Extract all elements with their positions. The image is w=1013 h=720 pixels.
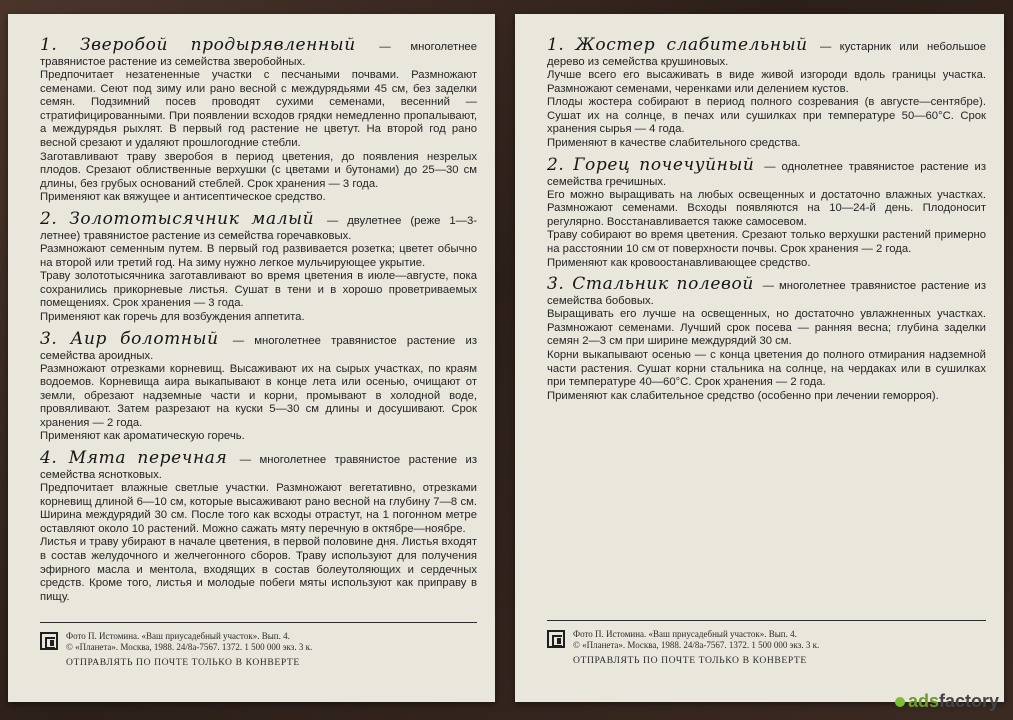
entry-buckthorn — [547, 35, 986, 151]
entry-intro: — двулетнее (реже 1—3-летнее) травянистое растение из семейства горечавковых. — [40, 214, 477, 242]
divider — [40, 622, 477, 623]
entry-title: 3. Аир болотный — [40, 328, 219, 349]
entry-title: 2. Золототысячник малый — [40, 208, 315, 229]
entry-restharrow — [547, 274, 987, 403]
entry-title: 2. Горец почечуйный — [547, 154, 755, 175]
right-card-content — [547, 35, 987, 410]
entry-paragraph: Лучше всего его высаживать в виде живой изгороди вдоль границы участка. Размножают семенами, черенками или делением кустов. — [547, 69, 986, 95]
entry-sweet-flag — [40, 328, 477, 445]
entry-intro: — многолетнее травянистое растение из семейства бобовых. — [547, 280, 987, 308]
watermark-dot-icon — [895, 697, 905, 707]
entry-paragraph: Заготавливают траву зверобоя в период цветения, до появления незрелых плодов. Срезают облиственные верхушки (с цветами и бутонами) до 25—30 см длины, без грубых оснований стеблей. Срок хранения — 3 года. — [40, 150, 477, 190]
entry-centaury — [40, 208, 477, 325]
entry-intro: — многолетнее травянистое растение из семейства яснотковых. — [40, 454, 478, 482]
entry-paragraph: Размножают отрезками корневищ. Высаживают их на сырых участках, по краям водоемов. Корневища аира выкапывают в конце лета или осенью, очищают от земли, обрезают надземные части и корни, промывают в холодной воде, провяливают. Затем разрезают на куски 5—30 см длины и досушивают. Срок хранения — 2 года. — [40, 362, 477, 429]
credit-line: Фото П. Истомина. «Ваш приусадебный участок». Вып. 4. — [66, 631, 290, 641]
entry-paragraph: Применяют как слабительное средство (особенно при лечении геморроя). — [547, 389, 939, 402]
watermark-ads: ads — [907, 691, 939, 711]
credit-line: © «Планета». Москва, 1988. 24/8а-7567. 1372. 1 500 000 экз. 3 к. — [66, 642, 313, 652]
entry-title: 3. Стальник полевой — [547, 274, 754, 295]
postcard-left — [8, 14, 495, 702]
entry-paragraph: Листья и траву убирают в начале цветения, в первой половине дня. Листья входят в состав желудочного и желчегонного сборов. Траву используют для получения эфирного масла и ментола, входящих в состав болеутоляющих и сердечных средств. Кроме того, листья и молодые побеги мяты используют как приправу в пищу. — [40, 536, 477, 603]
send-note: ОТПРАВЛЯТЬ ПО ПОЧТЕ ТОЛЬКО В КОНВЕРТЕ — [573, 655, 807, 666]
postcard-right — [515, 14, 1004, 702]
watermark-factory: factory — [938, 691, 999, 711]
entry-paragraph: Его можно выращивать на любых освещенных и достаточно влажных участках. Размножают семенами. Всходы появляются на 10—24-й день. Плодоносит регулярно. Восстанавливается также самосевом. — [547, 188, 986, 228]
entry-paragraph: Плоды жостера собирают в период полного созревания (в августе—сентябре). Сушат их на солнце, в печах или сушилках при температуре 50—60°С. Срок хранения сырья — 4 года. — [547, 96, 986, 136]
right-card-footer — [547, 620, 986, 666]
entry-intro: — кустарник или небольшое дерево из семейства крушиновых. — [547, 41, 986, 68]
entry-paragraph: Корни выкапывают осенью — с конца цветения до полного отмирания надземной части растения. Сушат корни стальника на солнце, на чердаках или в сушилках при температуре 40—60°С. Срок хранения — 2 года. — [547, 348, 986, 389]
entry-paragraph: Выращивать его лучше на освещенных, но достаточно увлажненных участках. Размножают семенами. Лучший срок посева — ранняя весна; глубина заделки семян 2—3 см при ширине междурядий 30 см. — [547, 308, 986, 348]
entry-intro: — многолетнее травянистое растение из семейства ароидных. — [40, 334, 477, 362]
entry-spotted-ladys-thumb — [547, 154, 987, 271]
entry-paragraph: Применяют как вяжущее и антисептическое средство. — [40, 191, 326, 204]
divider — [547, 620, 986, 621]
entry-intro: — многолетнее травянистое растение из семейства зверобойных. — [40, 41, 477, 68]
entry-paragraph: Размножают семенным путем. В первый год развивается розетка; цветет обычно на второй или третий год. На зиму нужно легкое мульчирующее укрытие. — [40, 242, 477, 269]
entry-paragraph: Применяют как ароматическую горечь. — [40, 430, 245, 443]
entry-peppermint — [40, 448, 478, 604]
entry-paragraph: Предпочитает незатененные участки с песчаными почвами. Размножают семенами. Сеют под зиму или рано весной с междурядьями 45 см, без заделки семян. Подзимний посев проводят сухими семенами, весенний — стратифицированными. При появлении всходов грядки немедленно пропалывают, а междурядья рыхлят. В первый год растение не цветут. На второй год рано весной срезают и удаляют прошлогодние стебли. — [40, 69, 477, 149]
send-note: ОТПРАВЛЯТЬ ПО ПОЧТЕ ТОЛЬКО В КОНВЕРТЕ — [66, 657, 300, 668]
entry-title: 1. Зверобой продырявленный — [40, 35, 356, 55]
entry-paragraph: Применяют как горечь для возбуждения аппетита. — [40, 310, 305, 323]
entry-paragraph: Применяют как кровоостанавливающее средство. — [547, 256, 811, 269]
planeta-logo-icon — [547, 630, 565, 648]
planeta-logo-icon — [40, 632, 58, 650]
left-card-content — [40, 35, 478, 611]
entry-title: 1. Жостер слабительный — [547, 35, 808, 55]
entry-st-johns-wort — [40, 35, 477, 205]
entry-paragraph: Применяют в качестве слабительного средства. — [547, 136, 801, 149]
entry-title: 4. Мята перечная — [40, 448, 228, 469]
entry-paragraph: Траву золототысячника заготавливают во время цветения в июле—августе, пока сохранились прикорневые листья. Сушат в тени и в хорошо проветриваемых помещениях. Срок хранения — 3 года. — [40, 270, 477, 310]
credit-line: Фото П. Истомина. «Ваш приусадебный участок». Вып. 4. — [573, 629, 797, 639]
credit-line: © «Планета». Москва, 1988. 24/8а-7567. 1372. 1 500 000 экз. 3 к. — [573, 640, 820, 650]
entry-paragraph: Предпочитает влажные светлые участки. Размножают вегетативно, отрезками корневищ длиной 6—10 см, которые высаживают рано весной на глубину 7—8 см. Ширина междурядий 30 см. После того как всходы отрастут, на 1 погонном метре оставляют около 10 растений. Можно сажать мяту перечную в октябре—ноябре. — [40, 482, 477, 535]
entry-intro: — однолетнее травянистое растение из семейства гречишных. — [547, 160, 987, 188]
left-card-footer — [40, 622, 477, 668]
adsfactory-watermark — [895, 691, 999, 712]
entry-paragraph: Траву собирают во время цветения. Срезают только верхушки растений примерно на расстоянии 10 см от поверхности почвы. Срок хранения — 2 года. — [547, 229, 986, 255]
